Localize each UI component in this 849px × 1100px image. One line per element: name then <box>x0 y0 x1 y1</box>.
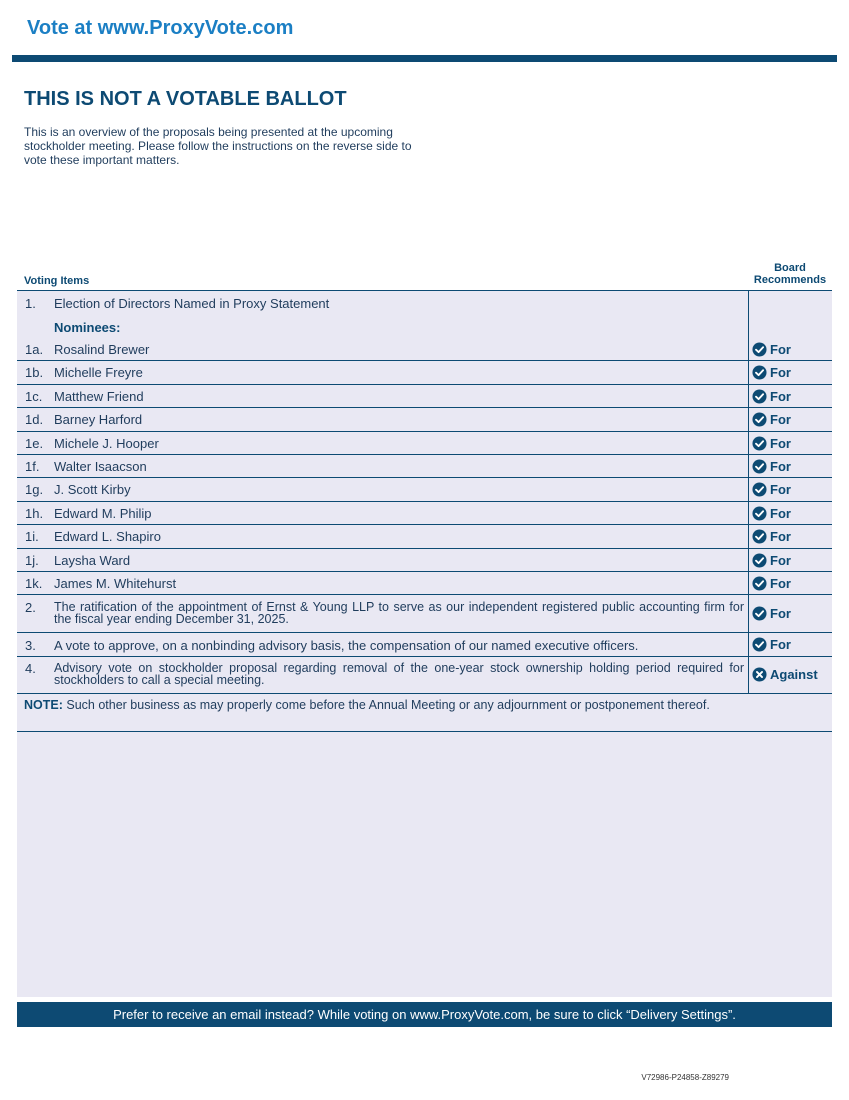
proposal-text: Advisory vote on stockholder proposal regarding removal of the one-year stock ownership holding period required for stockholders to call a special meeting. <box>54 661 744 687</box>
nominee-name: Barney Harford <box>54 412 143 428</box>
proposal-text: Election of Directors Named in Proxy Statement <box>54 296 330 311</box>
recommendation-label: For <box>770 529 791 545</box>
nominee-number: 1e. <box>25 435 44 451</box>
nominee-number: 1b. <box>25 365 44 381</box>
proposal-row <box>17 633 832 657</box>
proposal-text: A vote to approve, on a nonbinding advisory basis, the compensation of our named executive officers. <box>54 638 639 653</box>
board-recommendation <box>752 506 791 521</box>
check-circle-icon <box>752 459 767 474</box>
proposal-number: 4. <box>25 661 36 676</box>
board-recommendation <box>752 436 791 451</box>
note-text <box>24 699 742 711</box>
voting-items-header: Voting Items <box>24 275 90 287</box>
recommendation-label: For <box>770 459 791 474</box>
nominee-row <box>17 408 832 431</box>
nominee-name: Laysha Ward <box>54 552 131 568</box>
nominee-row <box>17 525 832 548</box>
nominee-row <box>17 455 832 478</box>
nominee-row <box>17 502 832 525</box>
board-recommendation <box>752 637 791 652</box>
nominee-name: Edward M. Philip <box>54 505 152 521</box>
nominees-label: Nominees: <box>54 320 121 335</box>
board-recommendation <box>752 365 791 380</box>
check-circle-icon <box>752 412 767 427</box>
recommendation-label: For <box>770 342 791 357</box>
nominee-row <box>17 572 832 595</box>
recommendation-label: For <box>770 435 791 451</box>
nominee-number: 1i. <box>25 529 39 545</box>
check-circle-icon <box>752 436 767 451</box>
nominee-row <box>17 385 832 408</box>
nominee-name: Rosalind Brewer <box>54 342 150 357</box>
board-header-line2: Recommends <box>753 274 827 286</box>
board-recommendation <box>752 576 791 591</box>
recommendation-label: Against <box>770 667 818 682</box>
page-title: THIS IS NOT A VOTABLE BALLOT <box>24 88 347 110</box>
board-recommendation <box>752 459 791 474</box>
header-divider <box>12 55 837 62</box>
nominee-number: 1d. <box>25 412 44 428</box>
x-circle-icon <box>752 667 767 682</box>
recommendation-label: For <box>770 412 791 428</box>
recommendation-label: For <box>770 482 791 498</box>
board-recommends-header <box>748 262 832 286</box>
proposal-row <box>17 296 832 316</box>
proposal-row <box>17 657 832 694</box>
header-rule <box>17 290 832 291</box>
proposal-row <box>17 596 832 633</box>
recommendation-label: For <box>770 637 791 652</box>
proposal-number: 1. <box>25 296 36 311</box>
nominee-row <box>17 432 832 455</box>
recommendation-label: For <box>770 576 791 591</box>
check-circle-icon <box>752 576 767 591</box>
nominee-name: J. Scott Kirby <box>54 482 131 498</box>
nominee-name: James M. Whitehurst <box>54 576 177 591</box>
recommendation-label: For <box>770 505 791 521</box>
nominee-name: Matthew Friend <box>54 388 144 404</box>
board-recommendation <box>752 667 818 682</box>
note-body: Such other business as may properly come before the Annual Meeting or any adjournment or postponement thereof. <box>62 698 710 712</box>
nominee-row <box>17 478 832 501</box>
nominees-label-row <box>17 320 832 340</box>
nominee-number: 1g. <box>25 482 44 498</box>
check-circle-icon <box>752 553 767 568</box>
nominee-number: 1a. <box>25 342 44 357</box>
recommendation-label: For <box>770 388 791 404</box>
board-recommendation <box>752 389 791 404</box>
proposal-text: The ratification of the appointment of Ernst & Young LLP to serve as our independent registered public accounting firm for the fiscal year ending December 31, 2025. <box>54 600 744 626</box>
check-circle-icon <box>752 637 767 652</box>
document-code: V72986-P24858-Z89279 <box>641 1073 729 1082</box>
proxyvote-link[interactable]: Vote at www.ProxyVote.com <box>27 17 294 39</box>
recommendation-label: For <box>770 365 791 381</box>
check-circle-icon <box>752 389 767 404</box>
recommendation-label: For <box>770 552 791 568</box>
board-recommendation <box>752 606 791 621</box>
nominee-row <box>17 361 832 384</box>
recommendation-label: For <box>770 606 791 621</box>
nominee-name: Michelle Freyre <box>54 365 143 381</box>
nominee-name: Walter Isaacson <box>54 459 147 474</box>
board-recommendation <box>752 482 791 497</box>
email-delivery-banner: Prefer to receive an email instead? While voting on www.ProxyVote.com, be sure to click “Delivery Settings”. <box>17 1002 832 1027</box>
nominee-name: Edward L. Shapiro <box>54 529 161 545</box>
check-circle-icon <box>752 506 767 521</box>
board-recommendation <box>752 529 791 544</box>
proposal-number: 2. <box>25 600 36 615</box>
nominee-number: 1f. <box>25 459 40 474</box>
check-circle-icon <box>752 365 767 380</box>
proposal-number: 3. <box>25 638 36 653</box>
board-recommendation <box>752 342 791 357</box>
board-recommendation <box>752 553 791 568</box>
note-rule <box>17 731 832 732</box>
check-circle-icon <box>752 529 767 544</box>
nominee-row <box>17 338 832 361</box>
intro-text: This is an overview of the proposals being presented at the upcoming stockholder meeting. Please follow the instructions on the reverse side to vote these important matters. <box>24 125 412 167</box>
nominee-number: 1k. <box>25 576 43 591</box>
nominee-number: 1j. <box>25 552 39 568</box>
check-circle-icon <box>752 606 767 621</box>
check-circle-icon <box>752 342 767 357</box>
nominee-name: Michele J. Hooper <box>54 435 159 451</box>
nominee-number: 1c. <box>25 388 43 404</box>
board-recommendation <box>752 412 791 427</box>
check-circle-icon <box>752 482 767 497</box>
board-header-line1: Board <box>774 262 806 274</box>
nominee-row <box>17 549 832 572</box>
nominee-number: 1h. <box>25 505 44 521</box>
note-label: NOTE: <box>24 698 63 712</box>
